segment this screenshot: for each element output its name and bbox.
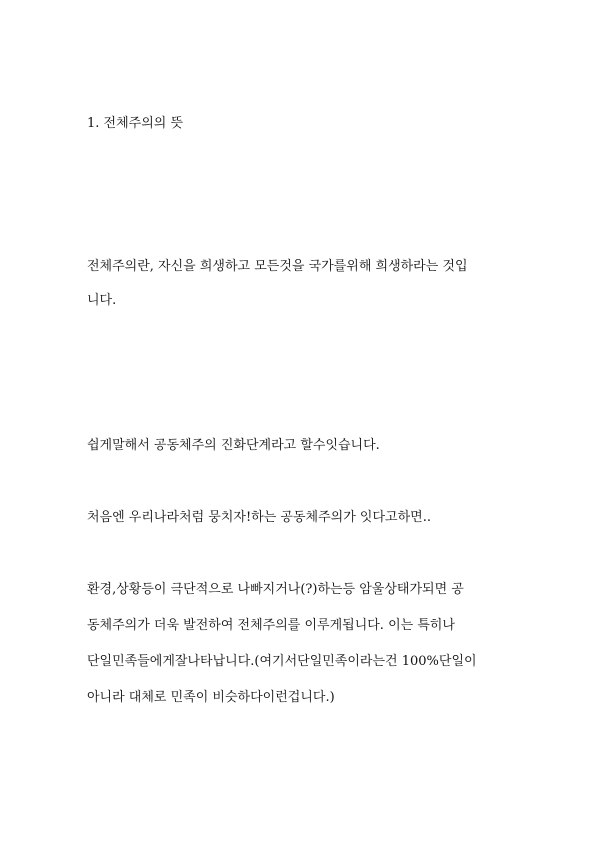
paragraph-4-line-2: 동체주의가 더욱 발전하여 전체주의를 이루게됩니다. 이는 특히나 xyxy=(87,618,455,633)
paragraph-4-line-4: 아니라 대체로 민족이 비슷하다이런겁니다.) xyxy=(87,690,335,705)
paragraph-4-line-1: 환경,상황등이 극단적으로 나빠지거나(?)하는등 암울상태가되면 공 xyxy=(87,582,464,597)
section-heading: 1. 전체주의의 뜻 xyxy=(87,116,184,131)
paragraph-4-line-3: 단일민족들에게잘나타납니다.(여기서단일민족이라는건 100%단일이 xyxy=(87,654,477,669)
paragraph-3: 처음엔 우리나라처럼 뭉치자!하는 공동체주의가 잇다고하면.. xyxy=(87,510,431,525)
paragraph-1-line-1: 전체주의란, 자신을 희생하고 모든것을 국가를위해 희생하라는 것입 xyxy=(87,259,468,274)
paragraph-2: 쉽게말해서 공동체주의 진화단계라고 할수잇습니다. xyxy=(87,438,380,453)
paragraph-1-line-2: 니다. xyxy=(87,293,117,308)
